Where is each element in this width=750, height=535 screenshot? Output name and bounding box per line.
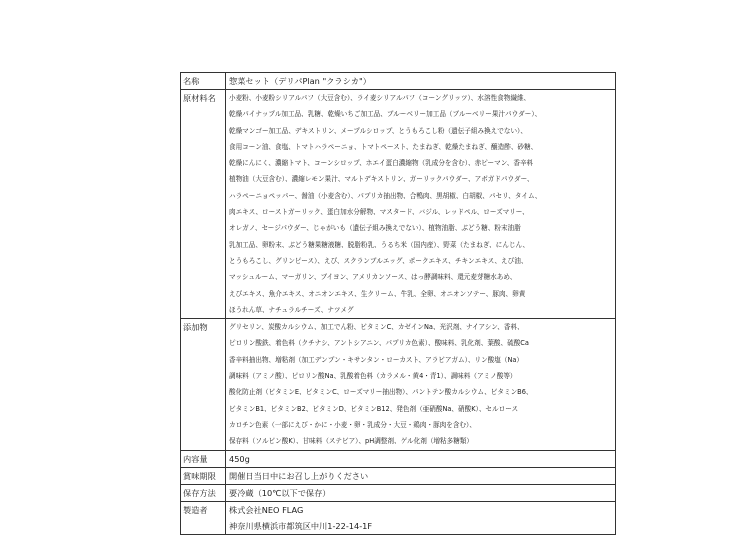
quantity-key: 内容量 bbox=[181, 450, 226, 467]
additives-key: 添加物 bbox=[181, 319, 226, 450]
storage-key: 保存方法 bbox=[181, 484, 226, 501]
ingredients-line: 乾燥マンゴー加工品、デキストリン、メープルシロップ、とうもろこし粉（遺伝子組み換えでない）、 bbox=[229, 126, 527, 135]
ingredients-line: ハラペーニョペッパー、醤油（小麦含む）、パプリカ抽出物、合鴨肉、黒胡椒、白胡椒、パセリ、タイム、 bbox=[229, 191, 542, 200]
ingredients-line: 小麦粉、小麦粉シリアルパフ（大豆含む）、ライ麦シリアルパフ（コーングリッツ）、水溶性食物繊維、 bbox=[229, 94, 531, 102]
quantity-value: 450g bbox=[226, 450, 616, 467]
ingredients-value bbox=[226, 90, 616, 319]
ingredients-line: とうもろこし、グリンピース）、えび、スクランブルエッグ、ポークエキス、チキンエキス、えび油、 bbox=[229, 256, 528, 265]
additives-line: 香辛料抽出物、増粘剤（加工デンプン・キサンタン・ローカスト、アラビアガム）、リン酸塩（Na） bbox=[229, 355, 524, 364]
additives-value bbox=[226, 319, 616, 450]
manufacturer-address: 神奈川県横浜市都筑区中川1-22-14-1F bbox=[229, 520, 373, 531]
ingredients-line: 乾燥にんにく、濃縮トマト、コーンシロップ、ホエイ蛋白濃縮物（乳成分を含む）、赤ピーマン、香辛料 bbox=[229, 159, 534, 168]
additives-line: ピロリン酸鉄、着色料（クチナシ、アントシアニン、パプリカ色素）、酸味料、乳化剤、葉酸、硫酸Ca bbox=[229, 339, 529, 348]
ingredients-line: 食用コーン油、食塩、トマトハラペーニョ、トマトペースト、たまねぎ、乾燥たまねぎ、醸造酢、砂糖、 bbox=[229, 142, 538, 151]
name-value: 惣菜セット（デリパPlan "クラシカ"） bbox=[226, 73, 616, 90]
additives-line: 酸化防止剤（ビタミンE、ビタミンC、ローズマリー抽出物）、パントテン酸カルシウム、ビタミンB6、 bbox=[229, 388, 533, 397]
ingredients-key: 原材料名 bbox=[181, 90, 226, 319]
row-storage bbox=[181, 484, 616, 501]
ingredients-line: 乾燥パイナップル加工品、乳糖、乾燥いちご加工品、ブルーベリー加工品（ブルーベリー果汁パウダー）、 bbox=[229, 110, 542, 119]
best-before-key: 賞味期限 bbox=[181, 467, 226, 484]
row-name bbox=[181, 73, 616, 90]
ingredients-line: えびエキス、魚介エキス、オニオンエキス、生クリーム、牛乳、全卵、オニオンソテー、豚肉、卵黄 bbox=[229, 289, 526, 298]
row-ingredients bbox=[181, 90, 616, 319]
additives-line: ビタミンB1、ビタミンB2、ビタミンD、ビタミンB12、発色剤（亜硝酸Na、硝酸K）、セルロース bbox=[229, 404, 519, 413]
ingredients-line: ほうれん草、ナチュラルチーズ、ナツメグ bbox=[229, 305, 354, 314]
additives-line: グリセリン、炭酸カルシウム、加工でん粉、ビタミンC、カゼインNa、光沢剤、ナイアシン、香料、 bbox=[229, 323, 524, 332]
manufacturer-key: 製造者 bbox=[181, 501, 226, 534]
additives-line: 保存料（ソルビン酸K）、甘味料（ステビア）、pH調整剤、ゲル化剤（増粘多糖類） bbox=[229, 437, 473, 446]
row-best-before bbox=[181, 467, 616, 484]
row-additives bbox=[181, 319, 616, 450]
product-label-table bbox=[180, 72, 616, 535]
manufacturer-company: 株式会社NEO FLAG bbox=[229, 504, 304, 515]
ingredients-line: オレガノ、セージパウダー、じゃがいも（遺伝子組み換えでない）、植物油脂、ぶどう糖、粉末油脂 bbox=[229, 224, 521, 233]
best-before-value: 開催日当日中にお召し上がりください bbox=[226, 467, 616, 484]
additives-line: カロチン色素（一部にえび・かに・小麦・卵・乳成分・大豆・鶏肉・豚肉を含む）、 bbox=[229, 420, 476, 429]
name-key: 名称 bbox=[181, 73, 226, 90]
storage-value: 要冷蔵（10℃以下で保存） bbox=[226, 484, 616, 501]
row-manufacturer bbox=[181, 501, 616, 534]
manufacturer-value bbox=[226, 501, 616, 534]
ingredients-line: 乳加工品、卵粉末、ぶどう糖果糖液糖、脱脂粉乳、うるち米（国内産）、野菜（たまねぎ、にんじん、 bbox=[229, 240, 530, 249]
ingredients-line: マッシュルーム、マーガリン、ブイヨン、アメリカンソース、はっ酵調味料、還元麦芽糖水あめ、 bbox=[229, 273, 517, 282]
row-quantity bbox=[181, 450, 616, 467]
ingredients-line: 肉エキス、ローストガーリック、蛋白加水分解物、マスタード、バジル、レッドペル、ローズマリー、 bbox=[229, 208, 529, 217]
ingredients-line: 植物油（大豆含む）、濃縮レモン果汁、マルトデキストリン、ガーリックパウダー、アボガドパウダー、 bbox=[229, 175, 534, 184]
additives-line: 調味料（アミノ酸）、ピロリン酸Na、乳酸着色料（カラメル・黄4・青1）、調味料（アミノ酸等） bbox=[229, 372, 517, 381]
